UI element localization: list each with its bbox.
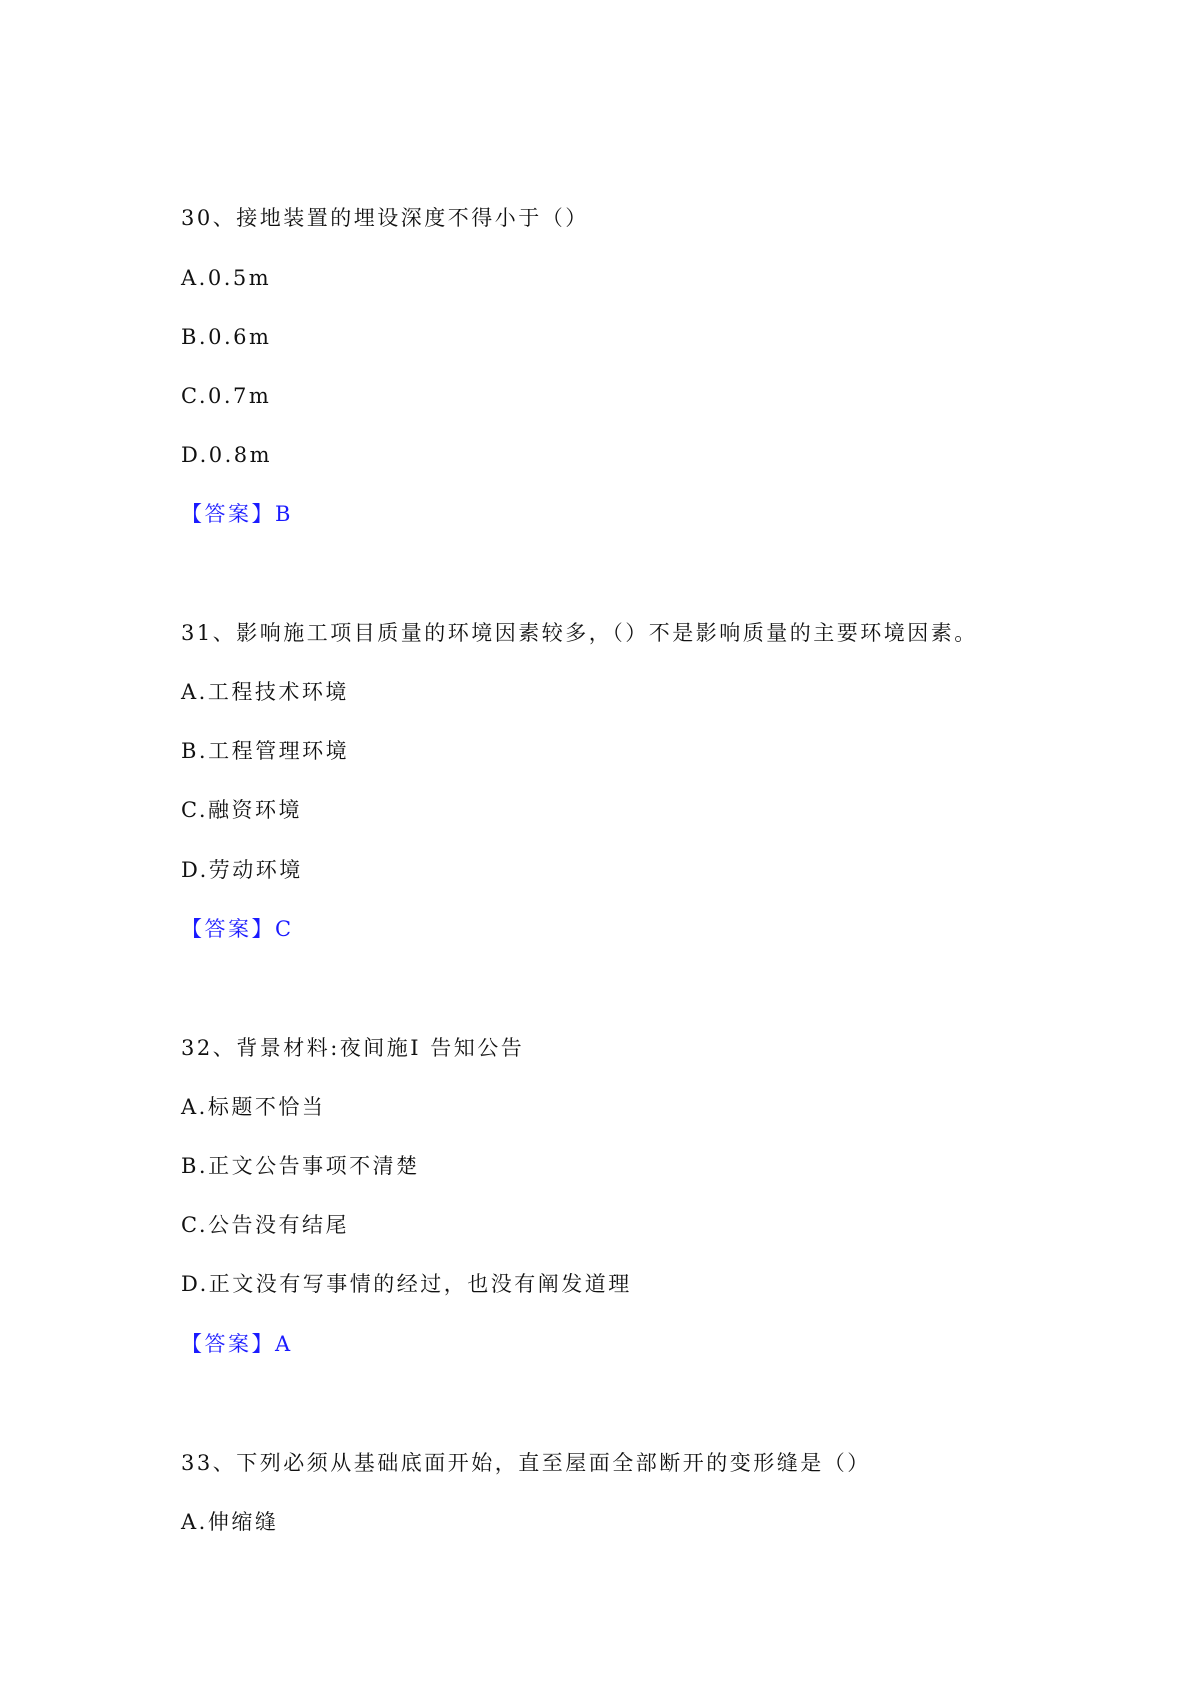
question-33-option-a: A.伸缩缝 <box>181 1510 279 1534</box>
question-33-stem: 33、下列必须从基础底面开始，直至屋面全部断开的变形缝是（） <box>181 1451 871 1475</box>
question-30-option-d: D.0.8m <box>181 443 273 467</box>
question-31-option-c: C.融资环境 <box>181 798 302 822</box>
question-31-stem: 31、影响施工项目质量的环境因素较多，（）不是影响质量的主要环境因素。 <box>181 621 978 645</box>
question-31-option-d: D.劳动环境 <box>181 858 303 882</box>
question-30-option-a: A.0.5m <box>181 266 272 290</box>
question-31-option-a: A.工程技术环境 <box>181 680 349 704</box>
question-32-option-a: A.标题不恰当 <box>181 1095 326 1119</box>
question-32-stem: 32、背景材料:夜间施I 告知公告 <box>181 1036 525 1060</box>
question-30-stem: 30、接地装置的埋设深度不得小于（） <box>181 206 589 230</box>
question-32-option-b: B.正文公告事项不清楚 <box>181 1154 420 1178</box>
question-30-option-c: C.0.7m <box>181 384 272 408</box>
question-32-option-d: D.正文没有写事情的经过，也没有阐发道理 <box>181 1272 632 1296</box>
question-31-option-b: B.工程管理环境 <box>181 739 350 763</box>
question-32-option-c: C.公告没有结尾 <box>181 1213 349 1237</box>
question-30-option-b: B.0.6m <box>181 325 272 349</box>
question-32-answer: 【答案】A <box>181 1332 293 1356</box>
question-31-answer: 【答案】C <box>181 917 294 941</box>
question-30-answer: 【答案】B <box>181 502 293 526</box>
